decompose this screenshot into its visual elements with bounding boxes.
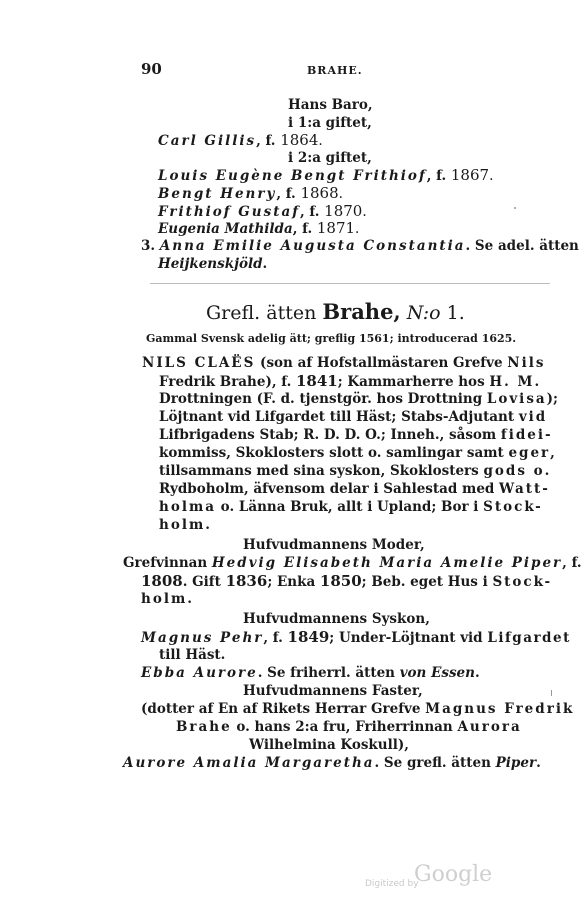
text-line: Hufvudmannens Moder,: [243, 537, 425, 553]
page-number: 90: [141, 60, 162, 78]
text-line: Ebba Aurore. Se friherrl. ätten von Essen.: [141, 665, 480, 681]
text-line: Fredrik Brahe), f. 1841; Kammarherre hos H. M.: [159, 372, 542, 390]
text-line: Louis Eugène Bengt Frithiof, f. 1867.: [158, 166, 494, 184]
text-line: 1808. Gift 1836; Enka 1850; Beb. eget Hus i Stock-: [141, 572, 553, 590]
text-line: i 1:a giftet,: [288, 115, 372, 131]
text-line: Löjtnant vid Lifgardet till Häst; Stabs-Adjutant vid: [159, 409, 548, 425]
scan-speck: [551, 690, 552, 696]
text-line: Rydboholm, äfvensom delar i Sahlestad med Watt-: [159, 481, 550, 497]
section-subtitle: Gammal Svensk adelig ätt; greflig 1561; introducerad 1625.: [146, 332, 517, 345]
text-line: holm.: [159, 517, 210, 533]
text-line: Wilhelmina Koskull),: [249, 737, 409, 753]
text-line: holma o. Länna Bruk, allt i Upland; Bor i Stock-: [159, 499, 543, 515]
watermark-prefix: Digitized by: [365, 879, 419, 889]
text-line: Eugenia Mathilda, f. 1871.: [158, 219, 360, 237]
text-line: Hufvudmannens Faster,: [243, 683, 423, 699]
text-line: Magnus Pehr, f. 1849; Under-Löjtnant vid Lifgardet: [141, 628, 571, 646]
text-line: Drottningen (F. d. tjenstgör. hos Drottning Lovisa);: [159, 391, 559, 407]
text-line: Brahe o. hans 2:a fru, Friherrinnan Aurora: [176, 719, 522, 735]
section-title: Grefl. ätten Brahe, N:o 1.: [206, 299, 465, 324]
text-line: Lifbrigadens Stab; R. D. D. O.; Inneh., såsom fidei-: [159, 427, 553, 443]
section-divider: [150, 283, 550, 284]
text-line: Bengt Henry, f. 1868.: [158, 184, 343, 202]
text-line: holm.: [141, 591, 192, 607]
text-line: Hufvudmannens Syskon,: [243, 611, 430, 627]
text-line: 3. Anna Emilie Augusta Constantia. Se adel. ätten: [141, 238, 579, 254]
text-line: NILS CLAËS (son af Hofstallmästaren Grefve Nils: [142, 355, 546, 371]
text-line: Heijkenskjöld.: [158, 256, 268, 272]
running-title: BRAHE.: [307, 64, 363, 77]
watermark-logo: Google: [414, 862, 493, 887]
text-line: Carl Gillis, f. 1864.: [158, 131, 323, 149]
text-line: Aurore Amalia Margaretha. Se grefl. ätten Piper.: [123, 755, 541, 771]
text-line: tillsammans med sina syskon, Skoklosters gods o.: [159, 463, 550, 479]
text-line: Hans Baro,: [288, 97, 373, 113]
scan-speck: [514, 207, 516, 209]
text-line: (dotter af En af Rikets Herrar Grefve Magnus Fredrik: [141, 701, 575, 717]
text-line: Grefvinnan Hedvig Elisabeth Maria Amelie Piper, f.: [123, 555, 582, 571]
text-line: kommiss, Skoklosters slott o. samlingar samt eger,: [159, 445, 555, 461]
text-line: till Häst.: [159, 647, 226, 663]
text-line: i 2:a giftet,: [288, 150, 372, 166]
text-line: Frithiof Gustaf, f. 1870.: [158, 202, 367, 220]
